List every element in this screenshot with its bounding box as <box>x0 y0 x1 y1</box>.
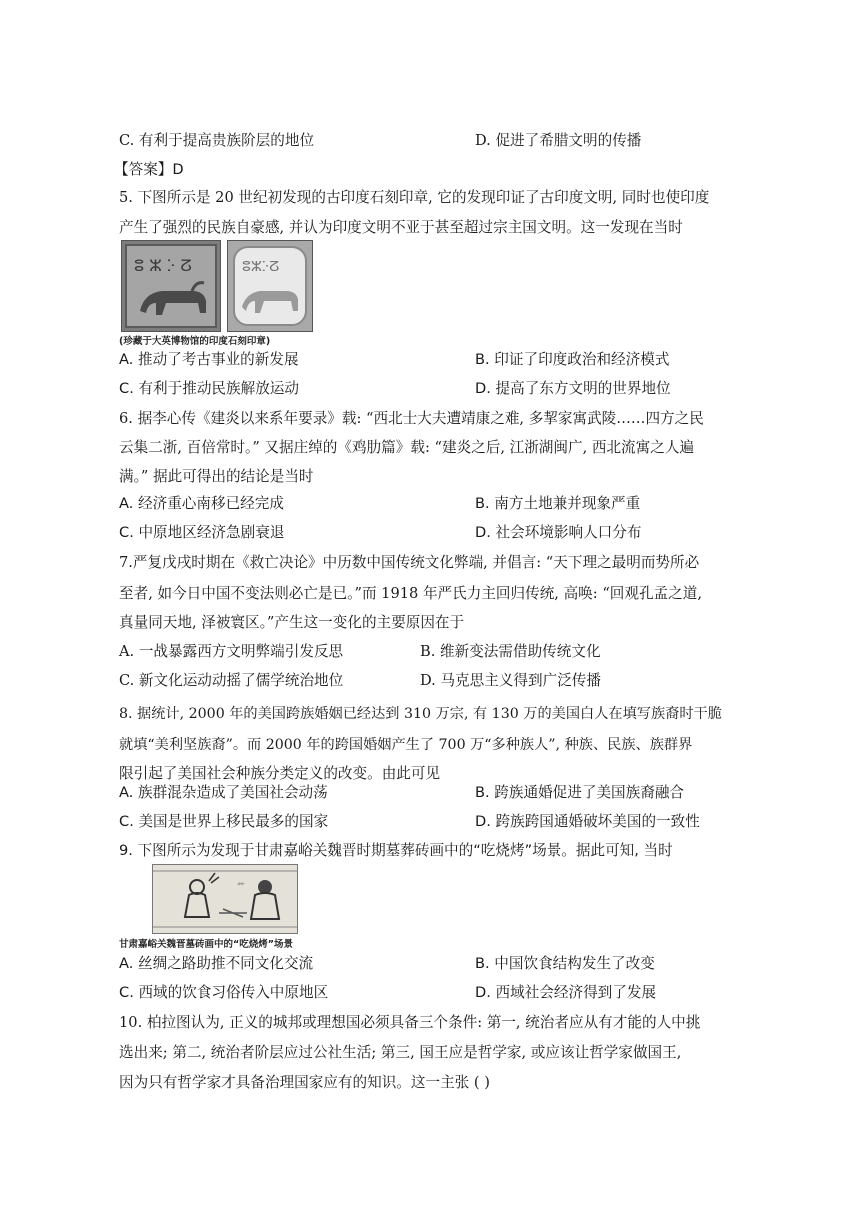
svg-text:ⵓⵣⴾⵒ: ⵓⵣⴾⵒ <box>242 259 280 275</box>
q8-option-c: C. 美国是世界上移民最多的国家 <box>119 813 329 830</box>
q6-option-d: D. 社会环境影响人口分布 <box>475 524 642 541</box>
q6-stem-line1: 6. 据李心传《建炎以来系年要录》载: “西北士大夫遭靖康之难, 多挈家寓武陵……四方之民 <box>119 410 704 427</box>
q4-option-c: C. 有利于提高贵族阶层的地位 <box>119 132 315 149</box>
q6-option-c: C. 中原地区经济急剧衰退 <box>119 524 285 541</box>
q10-stem-line1: 10. 柏拉图认为, 正义的城邦或理想国必须具备三个条件: 第一, 统治者应从有才能的人中挑 <box>119 1014 701 1031</box>
q5-image-caption: (珍藏于大英博物馆的印度石刻印章) <box>119 336 271 347</box>
svg-text:ⵓ ⵣ ⴾ ⵒ: ⵓ ⵣ ⴾ ⵒ <box>134 256 192 275</box>
q6-option-b: B. 南方土地兼并现象严重 <box>475 495 641 512</box>
q7-stem-line1: 7.严复戊戌时期在《救亡决论》中历数中国传统文化弊端, 并倡言: “天下理之最明而势所必 <box>119 554 700 571</box>
q7-option-b: B. 维新变法需借助传统文化 <box>420 643 601 660</box>
q8-stem-line1: 8. 据统计, 2000 年的美国跨族婚姻已经达到 310 万宗, 有 130 万的美国白人在填写族裔时干脆 <box>119 706 722 722</box>
q9-option-c: C. 西域的饮食习俗传入中原地区 <box>119 984 329 1001</box>
q7-option-a: A. 一战暴露西方文明弊端引发反思 <box>119 643 344 660</box>
q6-option-a: A. 经济重心南移已经完成 <box>119 495 284 512</box>
q9-option-d: D. 西域社会经济得到了发展 <box>475 984 657 1001</box>
seal-image-left <box>121 240 221 332</box>
q6-stem-line2: 云集二浙, 百倍常时。” 又据庄绰的《鸡肋篇》载: “建炎之后, 江浙湖闽广, 西北流寓之人遍 <box>119 439 695 456</box>
q9-option-b: B. 中国饮食结构发生了改变 <box>475 955 655 972</box>
q6-stem-line3: 满。” 据此可得出的结论是当时 <box>119 468 314 485</box>
q8-stem-line3: 限引起了美国社会种族分类定义的改变。由此可见 <box>119 765 441 782</box>
q8-option-d: D. 跨族跨国通婚破坏美国的一致性 <box>475 813 700 830</box>
q5-option-b: B. 印证了印度政治和经济模式 <box>475 351 670 368</box>
q7-stem-line3: 真量同天地, 泽被寰区。”产生这一变化的主要原因在于 <box>119 614 465 631</box>
q8-stem-line2: 就填“美利坚族裔”。而 2000 年的跨国婚姻产生了 700 万“多种族人”, 种族、民族、族群界 <box>119 737 693 753</box>
q5-option-c: C. 有利于推动民族解放运动 <box>119 380 300 397</box>
q4-option-d: D. 促进了希腊文明的传播 <box>475 132 642 149</box>
q9-image-caption: 甘肃嘉峪关魏晋墓砖画中的“吃烧烤”场景 <box>119 939 293 950</box>
q4-answer: 【答案】D <box>114 161 184 178</box>
svg-text:⺮: ⺮ <box>237 882 245 891</box>
q7-stem-line2: 至者, 如今日中国不变法则必亡是已。”而 1918 年严氏力主回归传统, 高唤: “回观孔孟之道, <box>119 585 702 602</box>
q5-stem-line2: 产生了强烈的民族自豪感, 并认为印度文明不亚于甚至超过宗主国文明。这一发现在当时 <box>119 219 683 236</box>
q10-stem-line2: 选出来; 第二, 统治者阶层应过公社生活; 第三, 国王应是哲学家, 或应该让哲学家做国王, <box>119 1044 682 1061</box>
seal-image-right <box>227 240 313 332</box>
q9-option-a: A. 丝绸之路助推不同文化交流 <box>119 955 314 972</box>
q8-option-b: B. 跨族通婚促进了美国族裔融合 <box>475 784 685 801</box>
q8-option-a: A. 族群混杂造成了美国社会动荡 <box>119 784 328 801</box>
q5-option-d: D. 提高了东方文明的世界地位 <box>475 380 671 397</box>
q5-stem-line1: 5. 下图所示是 20 世纪初发现的古印度石刻印章, 它的发现印证了古印度文明, 同时也使印度 <box>119 189 710 206</box>
q5-option-a: A. 推动了考古事业的新发展 <box>119 351 299 368</box>
q9-stem-line1: 9. 下图所示为发现于甘肃嘉峪关魏晋时期墓葬砖画中的“吃烧烤”场景。据此可知, 当时 <box>119 842 673 859</box>
q10-stem-line3: 因为只有哲学家才具备治理国家应有的知识。这一主张 ( ) <box>119 1074 490 1091</box>
q7-option-d: D. 马克思主义得到广泛传播 <box>420 672 601 689</box>
q7-option-c: C. 新文化运动动摇了儒学统治地位 <box>119 672 344 689</box>
brick-mural-image <box>152 864 298 934</box>
